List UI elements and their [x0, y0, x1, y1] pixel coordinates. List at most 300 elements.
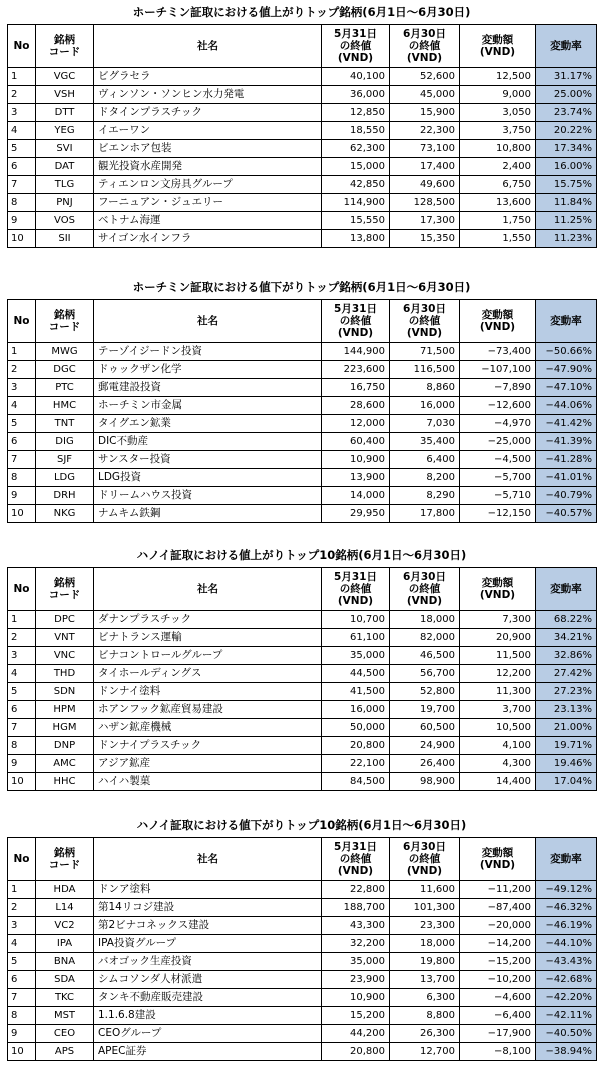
stock-code-cell: SDN: [36, 683, 94, 701]
company-name-cell: ドゥックザン化学: [94, 361, 322, 379]
change-amount-cell: 6,750: [460, 176, 536, 194]
ranking-section: [7, 543, 596, 791]
stock-code-cell: PTC: [36, 379, 94, 397]
column-header-rate: 変動率: [536, 568, 597, 611]
table-title: ホーチミン証取における値下がりトップ銘柄(6月1日～6月30日): [132, 280, 471, 294]
ranking-section: [7, 275, 596, 523]
table-title: ハノイ証取における値上がりトップ10銘柄(6月1日～6月30日): [136, 548, 467, 562]
jun30-close-cell: 19,800: [390, 953, 460, 971]
change-rate-cell: 20.22%: [536, 122, 597, 140]
may31-close-cell: 41,500: [322, 683, 390, 701]
rank-cell: 7: [8, 719, 36, 737]
company-name-cell: ドタインプラスチック: [94, 104, 322, 122]
change-rate-cell: −46.32%: [536, 899, 597, 917]
stock-code-cell: YEG: [36, 122, 94, 140]
column-header-no: No: [8, 568, 36, 611]
rank-cell: 10: [8, 505, 36, 523]
may31-close-cell: 62,300: [322, 140, 390, 158]
may31-close-cell: 144,900: [322, 343, 390, 361]
table-row: [8, 989, 597, 1007]
jun30-close-cell: 24,900: [390, 737, 460, 755]
jun30-close-cell: 23,300: [390, 917, 460, 935]
change-rate-cell: −44.10%: [536, 935, 597, 953]
table-row: [8, 719, 597, 737]
change-rate-cell: −41.01%: [536, 469, 597, 487]
table-row: [8, 611, 597, 629]
may31-close-cell: 16,750: [322, 379, 390, 397]
table-row: [8, 212, 597, 230]
company-name-cell: ビグラセラ: [94, 68, 322, 86]
change-rate-cell: 27.42%: [536, 665, 597, 683]
company-name-cell: フーニュアン・ジュエリー: [94, 194, 322, 212]
jun30-close-cell: 8,200: [390, 469, 460, 487]
jun30-close-cell: 82,000: [390, 629, 460, 647]
change-amount-cell: −12,150: [460, 505, 536, 523]
jun30-close-cell: 56,700: [390, 665, 460, 683]
table-title: ホーチミン証取における値上がりトップ銘柄(6月1日～6月30日): [132, 5, 471, 19]
jun30-close-cell: 17,800: [390, 505, 460, 523]
jun30-close-cell: 26,400: [390, 755, 460, 773]
change-rate-cell: 11.84%: [536, 194, 597, 212]
column-header-code: 銘柄 コード: [36, 25, 94, 68]
change-amount-cell: −17,900: [460, 1025, 536, 1043]
table-row: [8, 899, 597, 917]
stock-code-cell: HPM: [36, 701, 94, 719]
column-header-change: 変動額 (VND): [460, 25, 536, 68]
rank-cell: 5: [8, 415, 36, 433]
jun30-close-cell: 73,100: [390, 140, 460, 158]
company-name-cell: ビエンホア包装: [94, 140, 322, 158]
may31-close-cell: 15,550: [322, 212, 390, 230]
may31-close-cell: 18,550: [322, 122, 390, 140]
jun30-close-cell: 116,500: [390, 361, 460, 379]
change-amount-cell: 3,700: [460, 701, 536, 719]
rank-cell: 6: [8, 971, 36, 989]
table-row: [8, 935, 597, 953]
jun30-close-cell: 13,700: [390, 971, 460, 989]
change-amount-cell: −11,200: [460, 881, 536, 899]
jun30-close-cell: 11,600: [390, 881, 460, 899]
change-rate-cell: 31.17%: [536, 68, 597, 86]
rank-cell: 10: [8, 1043, 36, 1061]
ranking-table: [7, 299, 597, 523]
may31-close-cell: 14,000: [322, 487, 390, 505]
company-name-cell: ドンナイ塗料: [94, 683, 322, 701]
ranking-table: [7, 24, 597, 248]
company-name-cell: イエーワン: [94, 122, 322, 140]
column-header-jun30: 6月30日 の終値 (VND): [390, 25, 460, 68]
company-name-cell: 第2ビナコネックス建設: [94, 917, 322, 935]
company-name-cell: ドンア塗料: [94, 881, 322, 899]
stock-code-cell: L14: [36, 899, 94, 917]
change-amount-cell: 20,900: [460, 629, 536, 647]
rank-cell: 9: [8, 212, 36, 230]
may31-close-cell: 20,800: [322, 737, 390, 755]
column-header-rate: 変動率: [536, 25, 597, 68]
rank-cell: 3: [8, 917, 36, 935]
rank-cell: 9: [8, 1025, 36, 1043]
rank-cell: 1: [8, 68, 36, 86]
table-title: ハノイ証取における値下がりトップ10銘柄(6月1日～6月30日): [136, 818, 467, 832]
stock-code-cell: TLG: [36, 176, 94, 194]
rank-cell: 4: [8, 665, 36, 683]
column-header-change: 変動額 (VND): [460, 300, 536, 343]
change-rate-cell: 11.25%: [536, 212, 597, 230]
change-amount-cell: −7,890: [460, 379, 536, 397]
company-name-cell: LDG投資: [94, 469, 322, 487]
stock-code-cell: HMC: [36, 397, 94, 415]
change-rate-cell: 68.22%: [536, 611, 597, 629]
table-row: [8, 86, 597, 104]
may31-close-cell: 28,600: [322, 397, 390, 415]
change-amount-cell: 10,800: [460, 140, 536, 158]
may31-close-cell: 12,000: [322, 415, 390, 433]
may31-close-cell: 29,950: [322, 505, 390, 523]
company-name-cell: ティエンロン文房具グループ: [94, 176, 322, 194]
table-row: [8, 451, 597, 469]
stock-code-cell: DAT: [36, 158, 94, 176]
ranking-table: [7, 567, 597, 791]
company-name-cell: ハザン鉱産機械: [94, 719, 322, 737]
may31-close-cell: 23,900: [322, 971, 390, 989]
change-rate-cell: 32.86%: [536, 647, 597, 665]
may31-close-cell: 22,100: [322, 755, 390, 773]
may31-close-cell: 13,900: [322, 469, 390, 487]
rank-cell: 1: [8, 611, 36, 629]
company-name-cell: バオゴック生産投資: [94, 953, 322, 971]
table-row: [8, 755, 597, 773]
table-row: [8, 683, 597, 701]
jun30-close-cell: 17,300: [390, 212, 460, 230]
change-rate-cell: 27.23%: [536, 683, 597, 701]
rank-cell: 8: [8, 194, 36, 212]
table-row: [8, 881, 597, 899]
column-header-may31: 5月31日 の終値 (VND): [322, 838, 390, 881]
may31-close-cell: 43,300: [322, 917, 390, 935]
change-rate-cell: −47.10%: [536, 379, 597, 397]
may31-close-cell: 50,000: [322, 719, 390, 737]
stock-code-cell: PNJ: [36, 194, 94, 212]
change-rate-cell: −47.90%: [536, 361, 597, 379]
company-name-cell: 郵電建設投資: [94, 379, 322, 397]
jun30-close-cell: 17,400: [390, 158, 460, 176]
rank-cell: 8: [8, 737, 36, 755]
rank-cell: 3: [8, 379, 36, 397]
jun30-close-cell: 26,300: [390, 1025, 460, 1043]
stock-code-cell: DPC: [36, 611, 94, 629]
company-name-cell: DIC不動産: [94, 433, 322, 451]
jun30-close-cell: 12,700: [390, 1043, 460, 1061]
stock-code-cell: APS: [36, 1043, 94, 1061]
company-name-cell: ダナンプラスチック: [94, 611, 322, 629]
may31-close-cell: 61,100: [322, 629, 390, 647]
table-row: [8, 647, 597, 665]
rank-cell: 5: [8, 140, 36, 158]
table-row: [8, 230, 597, 248]
change-rate-cell: 17.04%: [536, 773, 597, 791]
column-header-may31: 5月31日 の終値 (VND): [322, 300, 390, 343]
stock-code-cell: VGC: [36, 68, 94, 86]
jun30-close-cell: 128,500: [390, 194, 460, 212]
jun30-close-cell: 18,000: [390, 611, 460, 629]
change-rate-cell: −43.43%: [536, 953, 597, 971]
change-rate-cell: −41.39%: [536, 433, 597, 451]
change-amount-cell: 2,400: [460, 158, 536, 176]
change-rate-cell: −50.66%: [536, 343, 597, 361]
change-rate-cell: 23.74%: [536, 104, 597, 122]
rank-cell: 6: [8, 701, 36, 719]
company-name-cell: 1.1.6.8建設: [94, 1007, 322, 1025]
may31-close-cell: 35,000: [322, 953, 390, 971]
change-amount-cell: −15,200: [460, 953, 536, 971]
change-amount-cell: 3,050: [460, 104, 536, 122]
may31-close-cell: 20,800: [322, 1043, 390, 1061]
column-header-name: 社名: [94, 838, 322, 881]
change-amount-cell: −12,600: [460, 397, 536, 415]
company-name-cell: ホアンフック鉱産貿易建設: [94, 701, 322, 719]
jun30-close-cell: 35,400: [390, 433, 460, 451]
company-name-cell: テーゾイジードン投資: [94, 343, 322, 361]
change-amount-cell: 10,500: [460, 719, 536, 737]
change-rate-cell: 25.00%: [536, 86, 597, 104]
column-header-change: 変動額 (VND): [460, 838, 536, 881]
change-rate-cell: −40.79%: [536, 487, 597, 505]
column-header-no: No: [8, 838, 36, 881]
change-rate-cell: −42.11%: [536, 1007, 597, 1025]
table-row: [8, 773, 597, 791]
may31-close-cell: 223,600: [322, 361, 390, 379]
jun30-close-cell: 8,860: [390, 379, 460, 397]
stock-code-cell: MWG: [36, 343, 94, 361]
company-name-cell: APEC証券: [94, 1043, 322, 1061]
stock-code-cell: VNT: [36, 629, 94, 647]
change-amount-cell: 11,500: [460, 647, 536, 665]
change-rate-cell: −38.94%: [536, 1043, 597, 1061]
table-row: [8, 971, 597, 989]
table-row: [8, 629, 597, 647]
rank-cell: 1: [8, 343, 36, 361]
table-row: [8, 140, 597, 158]
may31-close-cell: 114,900: [322, 194, 390, 212]
rank-cell: 6: [8, 158, 36, 176]
company-name-cell: シムコソンダ人材派遣: [94, 971, 322, 989]
stock-code-cell: TNT: [36, 415, 94, 433]
header-row: [8, 838, 597, 881]
jun30-close-cell: 101,300: [390, 899, 460, 917]
may31-close-cell: 16,000: [322, 701, 390, 719]
rank-cell: 5: [8, 683, 36, 701]
column-header-code: 銘柄 コード: [36, 300, 94, 343]
column-header-code: 銘柄 コード: [36, 568, 94, 611]
table-row: [8, 176, 597, 194]
column-header-change: 変動額 (VND): [460, 568, 536, 611]
company-name-cell: ビナトランス運輸: [94, 629, 322, 647]
stock-code-cell: THD: [36, 665, 94, 683]
change-amount-cell: 1,750: [460, 212, 536, 230]
rank-cell: 8: [8, 1007, 36, 1025]
may31-close-cell: 40,100: [322, 68, 390, 86]
rank-cell: 4: [8, 397, 36, 415]
jun30-close-cell: 52,600: [390, 68, 460, 86]
column-header-jun30: 6月30日 の終値 (VND): [390, 300, 460, 343]
jun30-close-cell: 49,600: [390, 176, 460, 194]
header-row: [8, 300, 597, 343]
stock-code-cell: CEO: [36, 1025, 94, 1043]
column-header-rate: 変動率: [536, 838, 597, 881]
jun30-close-cell: 18,000: [390, 935, 460, 953]
change-rate-cell: 21.00%: [536, 719, 597, 737]
change-amount-cell: −14,200: [460, 935, 536, 953]
jun30-close-cell: 16,000: [390, 397, 460, 415]
jun30-close-cell: 45,000: [390, 86, 460, 104]
company-name-cell: ベトナム海運: [94, 212, 322, 230]
stock-code-cell: SJF: [36, 451, 94, 469]
ranking-table: [7, 837, 597, 1061]
may31-close-cell: 15,200: [322, 1007, 390, 1025]
may31-close-cell: 44,200: [322, 1025, 390, 1043]
stock-code-cell: SVI: [36, 140, 94, 158]
change-amount-cell: −4,500: [460, 451, 536, 469]
rank-cell: 10: [8, 230, 36, 248]
company-name-cell: アジア鉱産: [94, 755, 322, 773]
stock-code-cell: DTT: [36, 104, 94, 122]
may31-close-cell: 10,700: [322, 611, 390, 629]
stock-code-cell: DNP: [36, 737, 94, 755]
stock-code-cell: SII: [36, 230, 94, 248]
change-amount-cell: −73,400: [460, 343, 536, 361]
change-rate-cell: 16.00%: [536, 158, 597, 176]
table-row: [8, 361, 597, 379]
change-amount-cell: −4,600: [460, 989, 536, 1007]
table-row: [8, 505, 597, 523]
rank-cell: 4: [8, 935, 36, 953]
column-header-code: 銘柄 コード: [36, 838, 94, 881]
company-name-cell: ハイハ製菓: [94, 773, 322, 791]
column-header-may31: 5月31日 の終値 (VND): [322, 568, 390, 611]
company-name-cell: ビナコントロールグループ: [94, 647, 322, 665]
jun30-close-cell: 6,400: [390, 451, 460, 469]
table-row: [8, 1007, 597, 1025]
change-amount-cell: 3,750: [460, 122, 536, 140]
change-amount-cell: −87,400: [460, 899, 536, 917]
change-amount-cell: 4,300: [460, 755, 536, 773]
change-rate-cell: −49.12%: [536, 881, 597, 899]
table-row: [8, 194, 597, 212]
ranking-section: [7, 813, 596, 1061]
table-row: [8, 953, 597, 971]
stock-code-cell: AMC: [36, 755, 94, 773]
stock-code-cell: BNA: [36, 953, 94, 971]
jun30-close-cell: 60,500: [390, 719, 460, 737]
stock-code-cell: HGM: [36, 719, 94, 737]
rank-cell: 10: [8, 773, 36, 791]
may31-close-cell: 42,850: [322, 176, 390, 194]
company-name-cell: サイゴン水インフラ: [94, 230, 322, 248]
change-amount-cell: 12,200: [460, 665, 536, 683]
may31-close-cell: 84,500: [322, 773, 390, 791]
header-row: [8, 568, 597, 611]
change-rate-cell: 15.75%: [536, 176, 597, 194]
rank-cell: 2: [8, 361, 36, 379]
company-name-cell: ナムキム鉄鋼: [94, 505, 322, 523]
jun30-close-cell: 6,300: [390, 989, 460, 1007]
stock-code-cell: DIG: [36, 433, 94, 451]
change-amount-cell: −6,400: [460, 1007, 536, 1025]
change-rate-cell: −40.50%: [536, 1025, 597, 1043]
company-name-cell: ホーチミン市金属: [94, 397, 322, 415]
jun30-close-cell: 52,800: [390, 683, 460, 701]
stock-code-cell: VNC: [36, 647, 94, 665]
rank-cell: 8: [8, 469, 36, 487]
jun30-close-cell: 19,700: [390, 701, 460, 719]
table-row: [8, 68, 597, 86]
may31-close-cell: 32,200: [322, 935, 390, 953]
change-amount-cell: 12,500: [460, 68, 536, 86]
rank-cell: 3: [8, 104, 36, 122]
change-rate-cell: −41.42%: [536, 415, 597, 433]
jun30-close-cell: 71,500: [390, 343, 460, 361]
change-amount-cell: −4,970: [460, 415, 536, 433]
table-row: [8, 665, 597, 683]
table-row: [8, 343, 597, 361]
change-rate-cell: 11.23%: [536, 230, 597, 248]
jun30-close-cell: 15,350: [390, 230, 460, 248]
change-amount-cell: 1,550: [460, 230, 536, 248]
company-name-cell: タイグエン鉱業: [94, 415, 322, 433]
stock-code-cell: DRH: [36, 487, 94, 505]
jun30-close-cell: 98,900: [390, 773, 460, 791]
rank-cell: 2: [8, 629, 36, 647]
table-row: [8, 397, 597, 415]
table-row: [8, 737, 597, 755]
column-header-name: 社名: [94, 300, 322, 343]
may31-close-cell: 15,000: [322, 158, 390, 176]
jun30-close-cell: 8,290: [390, 487, 460, 505]
company-name-cell: CEOグループ: [94, 1025, 322, 1043]
rank-cell: 7: [8, 989, 36, 1007]
company-name-cell: ドンナイプラスチック: [94, 737, 322, 755]
change-amount-cell: −10,200: [460, 971, 536, 989]
change-amount-cell: −20,000: [460, 917, 536, 935]
rank-cell: 2: [8, 899, 36, 917]
table-row: [8, 1025, 597, 1043]
change-amount-cell: 13,600: [460, 194, 536, 212]
change-rate-cell: −42.20%: [536, 989, 597, 1007]
company-name-cell: タンキ不動産販売建設: [94, 989, 322, 1007]
change-rate-cell: −46.19%: [536, 917, 597, 935]
stock-code-cell: TKC: [36, 989, 94, 1007]
change-rate-cell: −42.68%: [536, 971, 597, 989]
stock-code-cell: NKG: [36, 505, 94, 523]
stock-code-cell: DGC: [36, 361, 94, 379]
may31-close-cell: 10,900: [322, 989, 390, 1007]
company-name-cell: 観光投資水産開発: [94, 158, 322, 176]
may31-close-cell: 36,000: [322, 86, 390, 104]
change-amount-cell: 4,100: [460, 737, 536, 755]
change-rate-cell: 17.34%: [536, 140, 597, 158]
may31-close-cell: 35,000: [322, 647, 390, 665]
table-row: [8, 701, 597, 719]
stock-code-cell: IPA: [36, 935, 94, 953]
stock-code-cell: HHC: [36, 773, 94, 791]
ranking-section: [7, 0, 596, 248]
change-amount-cell: 7,300: [460, 611, 536, 629]
jun30-close-cell: 15,900: [390, 104, 460, 122]
column-header-rate: 変動率: [536, 300, 597, 343]
stock-code-cell: SDA: [36, 971, 94, 989]
rank-cell: 5: [8, 953, 36, 971]
table-row: [8, 487, 597, 505]
